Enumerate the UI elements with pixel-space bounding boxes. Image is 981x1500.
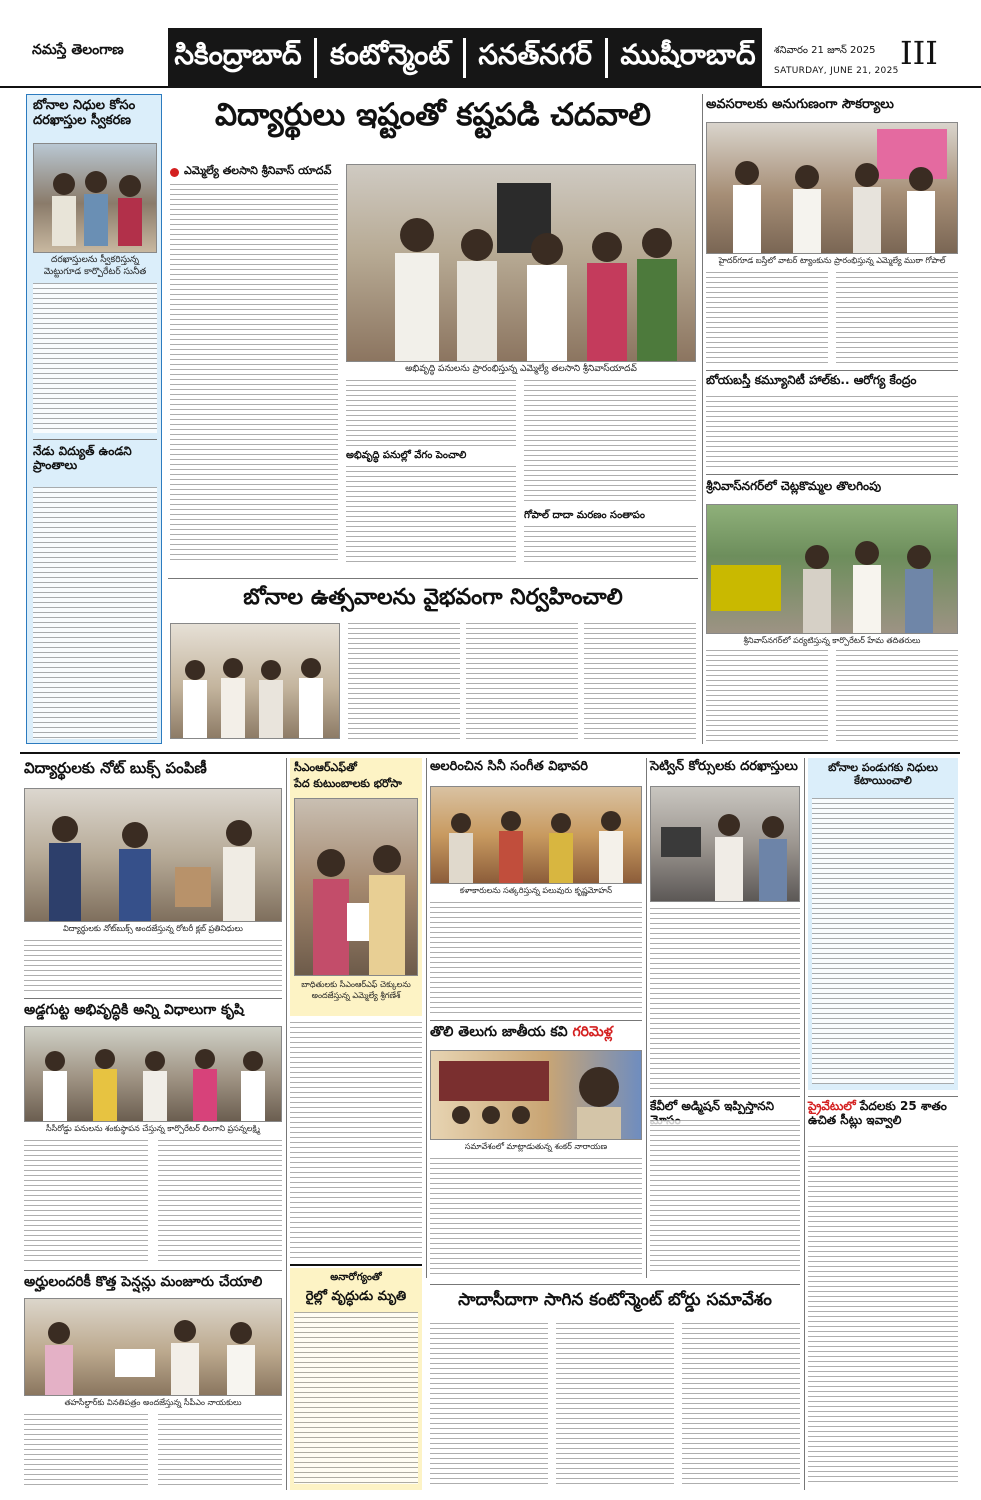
addagutta-body-col2 <box>158 1140 282 1264</box>
amenities-body-col2 <box>836 272 958 366</box>
bonalu-funds-caption: దరఖాస్తులను స్వీకరిస్తున్న మెట్టుగూడ కార్పొరేటర్ సునీత <box>43 255 147 277</box>
masthead <box>0 0 981 88</box>
lead-subhead-development: అభివృద్ధి పనుల్లో వేగం పెంచాలి <box>346 450 467 461</box>
power-cut-body-text <box>33 487 157 739</box>
lead-headline: విద్యార్థులు ఇష్టంతో కష్టపడి చదవాలి <box>214 97 652 133</box>
cantonment-body-col1 <box>430 1323 548 1487</box>
garimella-headline-2: గరిమెళ్ల <box>572 1024 613 1040</box>
cmrf-box <box>290 758 422 1016</box>
section-divider <box>808 1096 958 1097</box>
section-divider <box>706 370 958 371</box>
page-number: III <box>900 34 938 72</box>
pension-photo <box>24 1298 282 1396</box>
edition-cantonment: కంటోన్మెంట్ <box>330 38 450 71</box>
garimella-caption: సమావేశంలో మాట్లాడుతున్న శంకర్ నారాయణ <box>464 1142 608 1151</box>
meeting-photo-icon <box>171 624 340 739</box>
people-photo-icon <box>34 144 157 253</box>
section-divider <box>290 1264 422 1266</box>
amenities-body-col1 <box>706 272 828 366</box>
kendriya-headline: కేవీలో అడ్మిషన్ ఇప్పిస్తానని <box>650 1099 775 1113</box>
edition-secunderabad: సికింద్రాబాద్ <box>174 38 302 71</box>
column-divider <box>646 758 647 1278</box>
pension-body-col1 <box>24 1414 148 1486</box>
notebooks-caption: విద్యార్థులకు నోట్‌బుక్స్ అందజేస్తున్న రోటరీ క్లబ్ ప్రతినిధులు <box>63 924 243 933</box>
notebooks-body <box>24 940 282 992</box>
setwin-photo <box>650 786 800 902</box>
pension-caption: తహసీల్దార్‌కు వినతిపత్రం అందజేస్తున్న సీపీఎం నాయకులు <box>64 1398 242 1407</box>
column-divider <box>804 758 805 1490</box>
section-divider <box>650 1096 800 1097</box>
private-seats-headline-2: పేదలకు 25 శాతం ఉచిత సీట్లు ఇవ్వాలి <box>808 1099 947 1127</box>
setwin-headline: సెట్విన్ కోర్సులకు దరఖాస్తులు <box>650 759 798 774</box>
music-headline: అలరించిన సినీ సంగీత విభావరి <box>430 759 588 774</box>
addagutta-photo <box>24 1026 282 1122</box>
date-english: SATURDAY, JUNE 21, 2025 <box>774 66 899 76</box>
garimella-photo <box>430 1050 642 1140</box>
lead-body-col4 <box>524 380 696 504</box>
garimella-headline-1: తొలి తెలుగు జాతీయ కవి <box>430 1024 568 1040</box>
students-photo-icon <box>25 789 282 922</box>
cmrf-headline-2: పేద కుటుంబాలకు భరోసా <box>294 777 402 790</box>
column-divider <box>702 94 703 744</box>
old-man-headline: రైల్లో వృద్ధుడు మృతి <box>305 1289 407 1304</box>
trees-caption: శ్రీనివాస్‌నగర్‌లో పర్యటిస్తున్న కార్పొరేటర్ హేమ తదితరులు <box>743 636 921 645</box>
date-telugu: శనివారం 21 జూన్ 2025 <box>774 45 876 56</box>
water-tank-photo-icon <box>707 123 958 254</box>
bonalu-funds-photo <box>33 143 157 253</box>
trees-body-col1 <box>706 650 828 742</box>
bonalu-grant-headline: బోనాల పండుగకు నిధులు కేటాయించాలి <box>828 761 938 787</box>
bottom-column-4 <box>650 758 800 1278</box>
health-center-body <box>706 396 958 468</box>
old-man-body <box>294 1312 418 1484</box>
kendriya-body <box>650 1120 800 1274</box>
private-seats-headline <box>808 1100 958 1128</box>
bonalu-funds-body-text <box>33 283 157 433</box>
section-divider <box>430 1020 642 1021</box>
anarogyam-label: అనారోగ్యంతో <box>330 1272 382 1283</box>
petition-photo-icon <box>25 1299 282 1396</box>
setwin-body <box>650 908 800 1090</box>
portrait-meeting-photo-icon <box>431 1051 642 1140</box>
lead-byline-text: ఎమ్మెల్యే తలసాని శ్రీనివాస్ యాదవ్ <box>184 164 332 177</box>
trees-body-col2 <box>836 650 958 742</box>
edition-divider <box>463 38 466 78</box>
edition-divider <box>314 38 317 78</box>
page-divider <box>20 752 960 754</box>
bonalu-festival-body-col2 <box>466 623 578 739</box>
bonalu-festival-body-col3 <box>584 623 696 739</box>
felicitation-photo-icon <box>431 787 642 884</box>
bonalu-festival-headline: బోనాల ఉత్సవాలను వైభవంగా నిర్వహించాలి <box>243 585 623 610</box>
pension-headline: అర్హులందరికీ కొత్త పెన్షన్లు మంజూరు చేయాలి <box>24 1274 263 1290</box>
cmrf-body <box>290 1022 422 1258</box>
old-man-box <box>290 1268 422 1490</box>
lead-byline <box>170 164 340 180</box>
bullet-icon <box>170 168 179 177</box>
bottom-column-5 <box>808 758 958 1490</box>
edition-band <box>168 28 762 88</box>
notebooks-headline: విద్యార్థులకు నోట్ బుక్స్ పంపిణీ <box>24 759 207 777</box>
edition-musheerabad: ముషీరాబాద్ <box>620 38 756 71</box>
section-divider <box>24 1270 282 1271</box>
bottom-column-2 <box>290 758 422 1490</box>
garimella-headline <box>430 1024 642 1040</box>
paper-name: నమస్తే తెలంగాణ <box>32 42 124 58</box>
edition-sanathnagar: సనత్‌నగర్ <box>478 38 593 71</box>
cmrf-headline-1: సీఎంఆర్‌ఎఫ్‌తో <box>294 761 357 774</box>
bottom-column-1 <box>24 758 282 1490</box>
edition-divider <box>605 38 608 78</box>
power-cut-headline: నేడు విద్యుత్ ఉండని ప్రాంతాలు <box>33 444 132 472</box>
trees-photo <box>706 504 958 634</box>
addagutta-body-col1 <box>24 1140 148 1264</box>
amenities-headline: అవసరాలకు అనుగుణంగా సౌకర్యాలు <box>706 97 894 112</box>
cantonment-board-story <box>430 1284 800 1490</box>
lead-story <box>168 94 698 574</box>
garimella-body <box>430 1158 642 1274</box>
music-photo <box>430 786 642 884</box>
bonalu-festival-photo <box>170 623 340 739</box>
bonalu-festival-story <box>168 578 698 744</box>
cantonment-body-col2 <box>556 1323 674 1487</box>
lead-body-col2 <box>346 380 516 446</box>
bonalu-grant-box <box>808 758 958 1090</box>
notebooks-photo <box>24 788 282 922</box>
inauguration-photo-icon <box>347 165 696 362</box>
music-body <box>430 902 642 1014</box>
lead-body-col5 <box>524 526 696 564</box>
bonalu-funds-headline: బోనాల నిధుల కోసం దరఖాస్తుల స్వీకరణ <box>33 98 136 128</box>
lead-photo <box>346 164 696 362</box>
tree-trimming-photo-icon <box>707 505 958 634</box>
lead-subhead-condolence: గోపాల్ దాదా మరణం సంతాపం <box>524 510 645 521</box>
section-divider <box>24 998 282 999</box>
column-divider <box>286 758 287 1490</box>
pension-body-col2 <box>158 1414 282 1486</box>
cantonment-body-col3 <box>682 1323 800 1487</box>
foundation-photo-icon <box>25 1027 282 1122</box>
addagutta-headline: అడ్డగుట్ట అభివృద్ధికి అన్ని విధాలుగా కృషి <box>24 1002 244 1018</box>
private-seats-headline-1: ప్రైవేటులో <box>808 1099 856 1113</box>
addagutta-caption: సీసీరోడ్డు పనులను శంకుస్థాపన చేస్తున్న కార్పొరేటర్ లింగాని ప్రసన్నలక్ష్మి <box>45 1124 260 1133</box>
cmrf-caption: బాధితులకు సీఎంఆర్‌ఎఫ్ చెక్కులను అందజేస్తున్న ఎమ్మెల్యే శ్రీగణేశ్ <box>301 980 411 1000</box>
music-caption: కళాకారులను సత్కరిస్తున్న పలువురు కృష్ణమోహన్ <box>459 886 613 895</box>
trees-headline: శ్రీనివాస్‌నగర్‌లో చెట్లకొమ్మల తొలగింపు <box>706 479 882 493</box>
training-photo-icon <box>651 787 800 902</box>
cantonment-headline: సాదాసీదాగా సాగిన కంటోన్మెంట్ బోర్డు సమావేశం <box>458 1290 772 1310</box>
private-seats-body <box>808 1146 958 1486</box>
lead-body-col3 <box>346 466 516 564</box>
bonalu-grant-body <box>812 798 954 1084</box>
lead-photo-caption: అభివృద్ధి పనులను ప్రారంభిస్తున్న ఎమ్మెల్యే తలసాని శ్రీనివాస్‌యాదవ్ <box>405 364 637 374</box>
column-divider <box>426 758 427 1278</box>
section-divider <box>33 439 157 440</box>
bottom-column-3 <box>430 758 642 1278</box>
amenities-photo <box>706 122 958 254</box>
cheque-handover-photo-icon <box>295 799 418 976</box>
amenities-caption: హైదర్‌గూడ బస్తీలో వాటర్ ట్యాంకును ప్రారంభిస్తున్న ఎమ్మెల్యే ముఠా గోపాల్ <box>718 256 946 265</box>
left-column-box <box>26 94 162 744</box>
lead-body-col1 <box>170 184 338 564</box>
bonalu-festival-body-col1 <box>348 623 460 739</box>
right-top-stories <box>706 94 958 744</box>
section-divider <box>706 474 958 475</box>
cmrf-photo <box>294 798 418 976</box>
health-center-headline: బోయబస్తీ కమ్యూనిటీ హాల్‌కు.. ఆరోగ్య కేంద్రం <box>706 373 917 387</box>
